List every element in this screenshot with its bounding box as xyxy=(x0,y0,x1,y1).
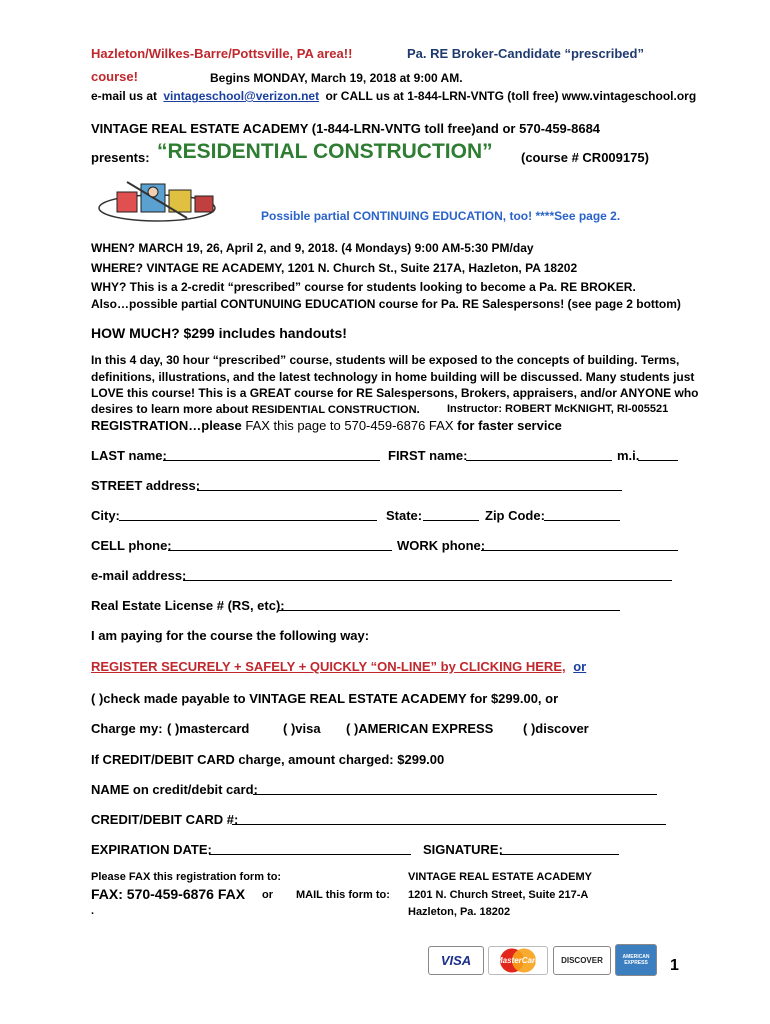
contact-line xyxy=(91,89,696,103)
zip-field[interactable] xyxy=(544,508,620,521)
contact-rest: or CALL us at 1-844-LRN-VNTG (toll free) www.vintageschool.org xyxy=(325,89,697,103)
cell-label: CELL phone: xyxy=(91,538,172,553)
why-line: WHY? This is a 2-credit “prescribed” course for students looking to become a Pa. RE BROKER. xyxy=(91,280,636,294)
header-program: Pa. RE Broker-Candidate “prescribed” xyxy=(407,46,644,61)
email-field[interactable] xyxy=(183,568,672,581)
last-name-label: LAST name: xyxy=(91,448,167,463)
page-number: 1 xyxy=(670,957,679,974)
description-line-3: LOVE this course! This is a GREAT course for RE Salespersons, Brokers, appraisers, and/or ANYONE who xyxy=(91,386,699,400)
fax-number: FAX: 570-459-6876 FAX xyxy=(91,886,246,902)
street-field[interactable] xyxy=(197,478,622,491)
license-field[interactable] xyxy=(279,598,620,611)
how-much: HOW MUCH? $299 includes handouts! xyxy=(91,325,347,341)
email-prefix: e-mail us at xyxy=(91,89,158,103)
online-line xyxy=(91,659,586,674)
continuing-ed-note: Possible partial CONTINUING EDUCATION, too! ****See page 2. xyxy=(261,209,621,223)
online-or: or xyxy=(573,659,587,674)
last-name-field[interactable] xyxy=(163,448,380,461)
description-line-4 xyxy=(91,402,420,416)
first-name-field[interactable] xyxy=(466,448,612,461)
online-register-link[interactable]: REGISTER SECURELY + SAFELY + QUICKLY “ON-LINE” by CLICKING HERE, xyxy=(91,659,566,674)
state-field[interactable] xyxy=(423,508,479,521)
header-areas: Hazleton/Wilkes-Barre/Pottsville, PA area!! xyxy=(91,46,353,61)
street-label: STREET address: xyxy=(91,478,201,493)
license-label: Real Estate License # (RS, etc): xyxy=(91,598,285,613)
desc-line4-c: . xyxy=(416,402,420,416)
card-number-field[interactable] xyxy=(232,812,666,825)
mail-address-line-3: Hazleton, Pa. 18202 xyxy=(408,906,511,918)
visa-logo-text: VISA xyxy=(440,953,472,968)
also-line: Also…possible partial CONTUNUING EDUCATION course for Pa. RE Salespersons! (see page 2 bottom) xyxy=(91,297,681,311)
signature-label: SIGNATURE: xyxy=(423,842,503,857)
mi-label: m.i. xyxy=(617,448,640,463)
course-title: “RESIDENTIAL CONSTRUCTION” xyxy=(157,140,493,163)
charge-amex[interactable]: ( )AMERICAN EXPRESS xyxy=(346,721,494,736)
amount-line: If CREDIT/DEBIT CARD charge, amount charged: $299.00 xyxy=(91,752,445,767)
registration-line xyxy=(91,418,562,433)
charge-mastercard[interactable]: ( )mastercard xyxy=(167,721,250,736)
cell-field[interactable] xyxy=(168,538,392,551)
check-option[interactable]: ( )check made payable to VINTAGE REAL ESTATE ACADEMY for $299.00, or xyxy=(91,691,559,706)
mastercard-logo xyxy=(488,946,548,975)
desc-line4-a: desires to learn more about xyxy=(91,402,249,416)
construction-clipart xyxy=(97,178,225,223)
card-number-label: CREDIT/DEBIT CARD #: xyxy=(91,812,239,827)
discover-logo xyxy=(553,946,611,975)
discover-logo-text: DISCOVER xyxy=(561,956,603,965)
name-on-card-label: NAME on credit/debit card: xyxy=(91,782,258,797)
when-line: WHEN? MARCH 19, 26, April 2, and 9, 2018. (4 Mondays) 9:00 AM-5:30 PM/day xyxy=(91,241,534,255)
state-label: State: xyxy=(386,508,423,523)
city-field[interactable] xyxy=(119,508,377,521)
desc-line4-b: RESIDENTIAL CONSTRUCTION xyxy=(251,404,417,416)
email-link[interactable]: vintageschool@verizon.net xyxy=(163,89,320,103)
visa-logo xyxy=(428,946,484,975)
registration-tail: for faster service xyxy=(457,418,562,433)
amex-logo xyxy=(615,944,657,976)
academy-line: VINTAGE REAL ESTATE ACADEMY (1-844-LRN-VNTG toll free)and or 570-459-8684 xyxy=(91,121,601,136)
header-course-word: course! xyxy=(91,69,138,84)
description-line-2: definitions, illustrations, and the latest technology in home building will be discussed. Many students just xyxy=(91,370,695,384)
fax-or: or xyxy=(262,889,273,901)
charge-discover[interactable]: ( )discover xyxy=(523,721,589,736)
registration-fax: FAX this page to 570-459-6876 FAX xyxy=(245,418,454,433)
signature-field[interactable] xyxy=(500,842,619,855)
work-field[interactable] xyxy=(481,538,678,551)
course-number: (course # CR009175) xyxy=(521,150,649,165)
zip-label: Zip Code: xyxy=(485,508,545,523)
mail-address-line-1: VINTAGE REAL ESTATE ACADEMY xyxy=(408,871,592,883)
paying-label: I am paying for the course the following way: xyxy=(91,628,370,643)
presents-label: presents: xyxy=(91,150,150,165)
instructor: Instructor: ROBERT McKNIGHT, RI-005521 xyxy=(447,403,669,415)
amex-logo-text: AMERICAN EXPRESS xyxy=(622,954,650,966)
charge-label: Charge my: xyxy=(91,721,163,736)
description-line-1: In this 4 day, 30 hour “prescribed” course, students will be exposed to the concepts of building. Terms, xyxy=(91,353,680,367)
mi-field[interactable] xyxy=(638,448,678,461)
footer-dot: . xyxy=(91,905,95,917)
city-label: City: xyxy=(91,508,120,523)
mastercard-logo-text: MasterCard xyxy=(495,956,540,965)
name-on-card-field[interactable] xyxy=(253,782,657,795)
email-label: e-mail address: xyxy=(91,568,187,583)
mail-address-line-2: 1201 N. Church Street, Suite 217-A xyxy=(408,889,589,901)
registration-label: REGISTRATION…please xyxy=(91,418,242,433)
fax-instruction: Please FAX this registration form to: xyxy=(91,871,282,883)
expiration-label: EXPIRATION DATE: xyxy=(91,842,212,857)
mail-label: MAIL this form to: xyxy=(296,889,390,901)
header-begins: Begins MONDAY, March 19, 2018 at 9:00 AM. xyxy=(210,71,463,85)
expiration-field[interactable] xyxy=(209,842,411,855)
first-name-label: FIRST name: xyxy=(388,448,468,463)
charge-visa[interactable]: ( )visa xyxy=(283,721,321,736)
where-line: WHERE? VINTAGE RE ACADEMY, 1201 N. Church St., Suite 217A, Hazleton, PA 18202 xyxy=(91,261,578,275)
work-label: WORK phone: xyxy=(397,538,486,553)
